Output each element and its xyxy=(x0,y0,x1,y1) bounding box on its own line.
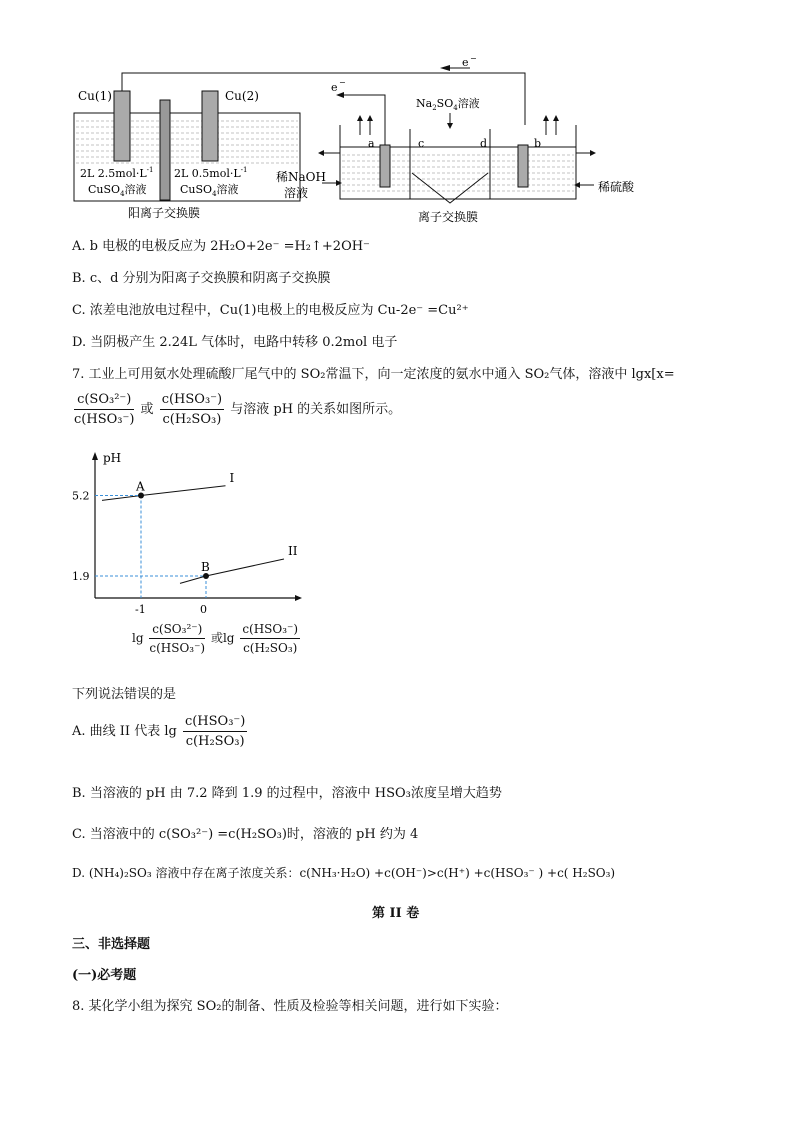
option6-d: D. 当阴极产生 2.24L 气体时，电路中转移 0.2mol 电子 xyxy=(72,335,398,350)
series-label-I: I xyxy=(229,470,235,485)
membrane-left-label: 阳离子交换膜 xyxy=(128,206,201,220)
option7-b: B. 当溶液的 pH 由 7.2 降到 1.9 的过程中，溶液中 HSO₃浓度呈增大趋势 xyxy=(72,786,502,801)
cu2-label: Cu(2) xyxy=(225,89,259,103)
na2so4-label: $Na_2SO_4$溶液 xyxy=(416,97,480,112)
svg-text:CuSO4溶液: CuSO$_4$溶液 xyxy=(88,183,147,198)
series-line-I xyxy=(102,486,226,501)
svg-text:c: c xyxy=(418,137,425,150)
chart-xlabel: lg $\frac{\text{c(SO₃²⁻)}}{\text{c(HSO₃⁻)}}$ 或lg $\frac{\text{c(HSO₃⁻)}}{\text{c(H₂SO₃)}}$ xyxy=(132,622,299,655)
svg-text:d: d xyxy=(480,137,488,150)
x-tick-label: 0 xyxy=(200,603,207,616)
ph-chart xyxy=(70,448,310,623)
cu2-electrode xyxy=(202,91,218,161)
svg-text:b: b xyxy=(534,137,542,150)
cu1-label: Cu(1) xyxy=(78,89,112,103)
membrane-right-label: 离子交换膜 xyxy=(418,210,479,224)
electrode-a xyxy=(380,145,390,187)
svg-text:−: − xyxy=(470,55,477,63)
electrochem-diagram xyxy=(60,55,640,230)
svg-text:稀硫酸: 稀硫酸 xyxy=(598,180,635,194)
svg-text:2L 2.5mol·L-1: 2L $2.5mol\cdot L^{-1}$ xyxy=(80,166,154,180)
y-axis-label: pH xyxy=(103,451,122,465)
svg-text:a: a xyxy=(368,137,375,150)
svg-text:−: − xyxy=(339,78,346,87)
q7-line1: 7. 工业上可用氨水处理硫酸厂尾气中的 SO₂常温下，向一定浓度的氨水中通入 SO₂气体，溶液中 lgx[x= xyxy=(72,367,675,382)
x-axis-arrow xyxy=(295,595,302,601)
series-line-II xyxy=(180,559,284,583)
cu1-electrode xyxy=(114,91,130,161)
y-axis-arrow xyxy=(92,452,98,460)
svg-text:2L 0.5mol·L-1: 2L $0.5mol\cdot L^{-1}$ xyxy=(174,166,248,180)
electron-arrow-top xyxy=(440,65,450,71)
y-tick-label: 5.2 xyxy=(72,489,90,503)
x-tick-label: -1 xyxy=(135,603,146,616)
option6-b: B. c、d 分别为阳离子交换膜和阴离子交换膜 xyxy=(72,271,331,286)
option7-d: D. (NH₄)₂SO₃ 溶液中存在离子浓度关系：c(NH₃·H₂O) +c(OH⁻)>c(H⁺) +c(HSO₃⁻ ) +c( H₂SO₃) xyxy=(72,866,616,880)
svg-text:e: e xyxy=(331,81,338,94)
electrode-b xyxy=(518,145,528,187)
volume-heading: 第 II 卷 xyxy=(372,906,420,921)
svg-text:稀NaOH: 稀NaOH xyxy=(276,170,326,184)
series-label-II: II xyxy=(288,543,298,558)
option6-c: C. 浓差电池放电过程中，Cu(1)电极上的电极反应为 Cu-2e⁻ =Cu²⁺ xyxy=(72,303,469,318)
q8-text: 8. 某化学小组为探究 SO₂的制备、性质及检验等相关问题，进行如下实验： xyxy=(72,999,508,1014)
point-label-A: A xyxy=(136,479,145,494)
svg-text:溶液: 溶液 xyxy=(284,186,309,200)
part3-heading: 三、非选择题 xyxy=(72,937,151,952)
option7-a: A. 曲线 II 代表 lg $\frac{\text{c(HSO₃⁻)}}{\text{c(H₂SO₃)}}$ xyxy=(72,714,246,749)
point-label-B: B xyxy=(201,560,210,575)
electron-label-top: e xyxy=(462,56,469,69)
q7-line2: $\frac{\text{c(SO₃²⁻)}}{\text{c(HSO₃⁻)}}$ 或 $\frac{\text{c(HSO₃⁻)}}{\text{c(H₂SO₃)}}$ 与溶液 pH 的关系如图所示。 xyxy=(74,392,402,427)
q7-prompt: 下列说法错误的是 xyxy=(72,687,177,702)
option7-c: C. 当溶液中的 c(SO₃²⁻) =c(H₂SO₃)时，溶液的 pH 约为 4 xyxy=(72,827,419,842)
sub1-heading: (一)必考题 xyxy=(72,968,137,983)
option6-a: A. b 电极的电极反应为 2H₂O+2e⁻ =H₂↑+2OH⁻ xyxy=(72,239,370,254)
cation-membrane xyxy=(160,100,170,200)
y-tick-label: 1.9 xyxy=(72,570,90,584)
svg-text:CuSO4溶液: CuSO$_4$溶液 xyxy=(180,183,239,198)
